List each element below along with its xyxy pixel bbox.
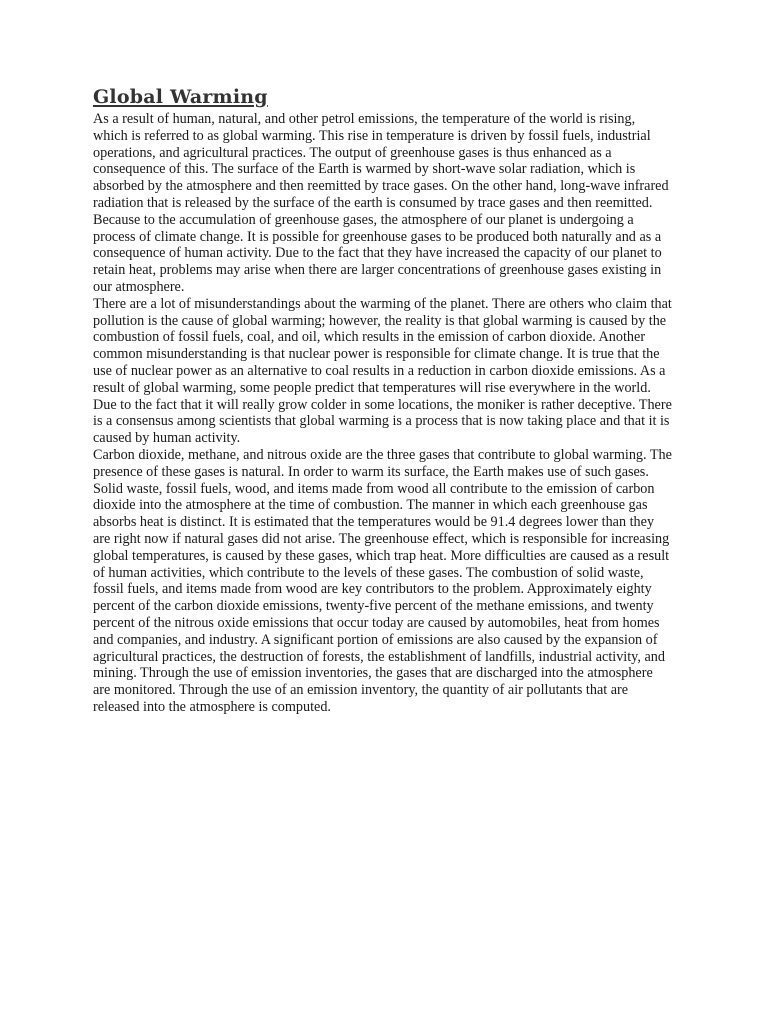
document-body [93, 111, 673, 716]
paragraph-3: There are a lot of misunderstandings about the warming of the planet. There are others who claim that pollution is the cause of global warming; however, the reality is that global warming is caused by the combustion of fossil fuels, coal, and oil, which results in the emission of carbon dioxide. Another common misunderstanding is that nuclear power is responsible for climate change. It is true that the use of nuclear power as an alternative to coal results in a reduction in carbon dioxide emissions. As a result of global warming, some people predict that temperatures will rise everywhere in the world. Due to the fact that it will really grow colder in some locations, the moniker is rather deceptive. There is a consensus among scientists that global warming is a process that is now taking place and that it is caused by human activity. [93, 295, 672, 447]
paragraph-4: Carbon dioxide, methane, and nitrous oxide are the three gases that contribute to global warming. The presence of these gases is natural. In order to warm its surface, the Earth makes use of such gases. Solid waste, fossil fuels, wood, and items made from wood all contribute to the emission of carbon dioxide into the atmosphere at the time of combustion. The manner in which each greenhouse gas absorbs heat is distinct. It is estimated that the temperatures would be 91.4 degrees lower than they are right now if natural gases did not arise. The greenhouse effect, which is responsible for increasing global temperatures, is caused by these gases, which trap heat. More difficulties are caused as a result of human activities, which contribute to the levels of these gases. The combustion of solid waste, fossil fuels, and items made from wood are key contributors to the problem. Approximately eighty percent of the carbon dioxide emissions, twenty-five percent of the methane emissions, and twenty percent of the nitrous oxide emissions that occur today are caused by automobiles, heat from homes and companies, and industry. A significant portion of emissions are also caused by the expansion of agricultural practices, the destruction of forests, the establishment of landfills, industrial activity, and mining. Through the use of emission inventories, the gases that are discharged into the atmosphere are monitored. Through the use of an emission inventory, the quantity of air pollutants that are released into the atmosphere is computed. [93, 446, 672, 715]
document-title: Global Warming [93, 86, 268, 108]
document-page [93, 84, 673, 716]
paragraph-1: As a result of human, natural, and other petrol emissions, the temperature of the world is rising, which is referred to as global warming. This rise in temperature is driven by fossil fuels, industrial operations, and agricultural practices. The output of greenhouse gases is thus enhanced as a consequence of this. The surface of the Earth is warmed by short-wave solar radiation, which is absorbed by the atmosphere and then reemitted by trace gases. On the other hand, long-wave infrared radiation that is released by the surface of the earth is consumed by trace gases and then reemitted. [93, 111, 669, 211]
paragraph-2: Because to the accumulation of greenhouse gases, the atmosphere of our planet is undergoing a process of climate change. It is possible for greenhouse gases to be produced both naturally and as a consequence of human activity. Due to the fact that they have increased the capacity of our planet to retain heat, problems may arise when there are larger concentrations of greenhouse gases existing in our atmosphere. [93, 211, 662, 295]
